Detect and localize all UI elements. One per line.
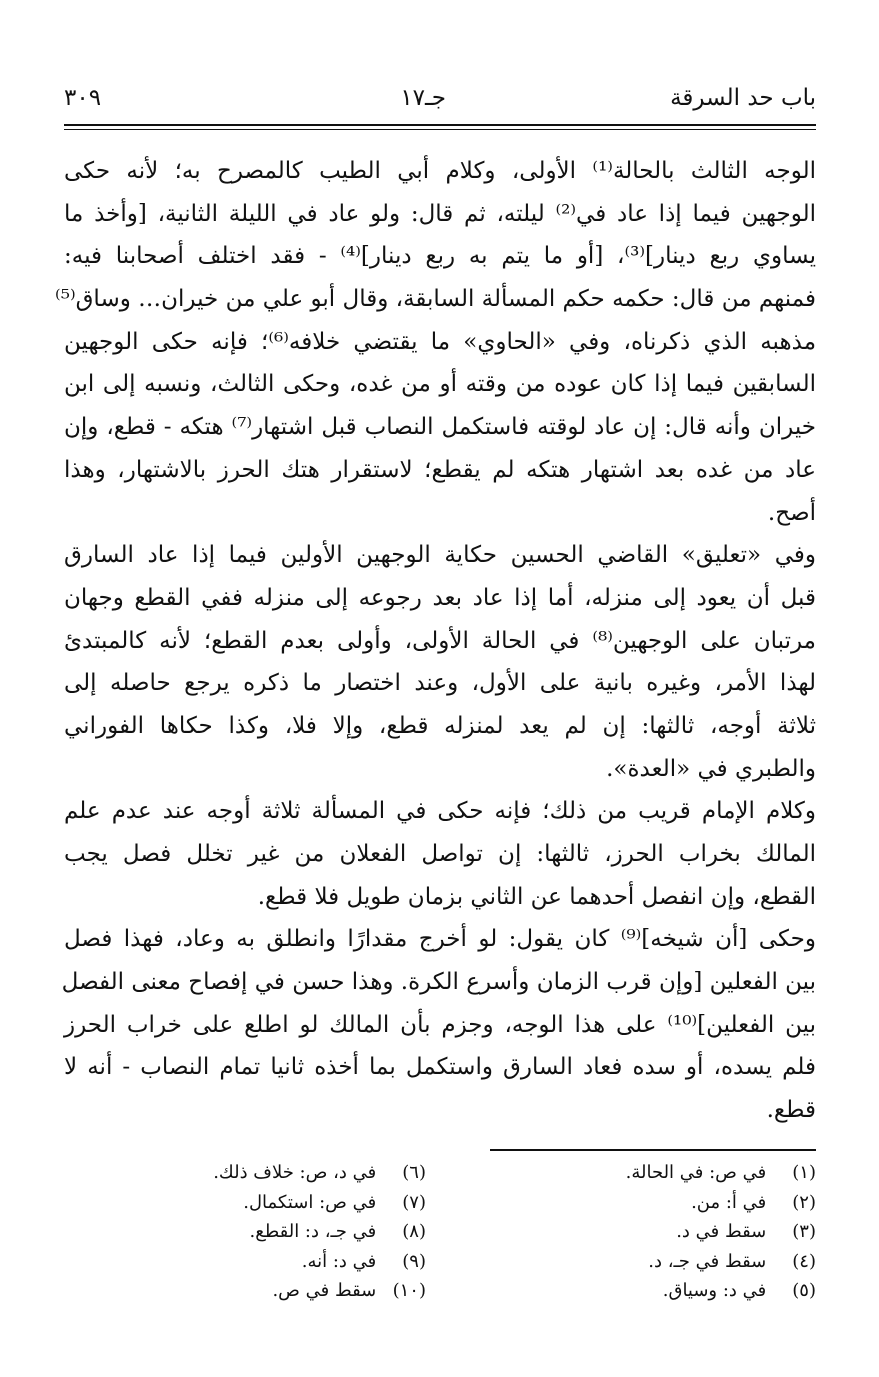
footnote xyxy=(440,1188,816,1218)
footnote-number: (٦) xyxy=(402,1162,426,1183)
footnote-text: في د: وسياق. xyxy=(662,1280,767,1301)
footnote-column-left xyxy=(50,1158,426,1306)
footnote-text: في ص: استكمال. xyxy=(243,1191,377,1213)
footnote-number: (٤) xyxy=(792,1250,816,1272)
footnote xyxy=(440,1276,816,1306)
footnote xyxy=(440,1158,816,1188)
footnote-number: (٨) xyxy=(402,1221,426,1242)
text-line: أصح. xyxy=(767,499,816,526)
text-line: قطع. xyxy=(766,1097,816,1124)
text-line: المالك بخراب الحرز، ثالثها: إن تواصل الفعلان من غير تخلل فصل يجب xyxy=(64,841,816,867)
text-line: قبل أن يعود إلى منزله، أما إذا عاد بعد رجوعه إلى منزله ففي القطع وجهان xyxy=(64,584,816,611)
text-line: وحكى [أن شيخه]⁽⁹⁾ كان يقول: لو أخرج مقدارًا وانطلق به وعاد، فهذا فصل xyxy=(64,926,816,953)
text-line: عاد من غده بعد اشتهار هتكه لم يقطع؛ لاستقرار هتك الحرز بالاشتهار، وهذا xyxy=(64,456,816,483)
text-line: لهذا الأمر، وغيره بانية على الأول، وعند اختصار ما ذكره يرجع حاصله إلى xyxy=(64,670,816,697)
footnote-text: في د: أنه. xyxy=(301,1250,377,1272)
footnote xyxy=(50,1217,426,1247)
footnote-number: (٢) xyxy=(792,1191,816,1213)
text-line: مذهبه الذي ذكرناه، وفي «الحاوي» ما يقتضي خلافه⁽⁶⁾؛ فإنه حكى الوجهين xyxy=(64,328,817,355)
footnote-number: (١) xyxy=(792,1162,816,1183)
footnote xyxy=(50,1276,426,1306)
page-number: ٣٠٩ xyxy=(64,85,102,111)
footnote-text: سقط في ص. xyxy=(272,1280,377,1301)
text-line: الوجهين فيما إذا عاد في⁽²⁾ ليلته، ثم قال: ولو عاد في الليلة الثانية، [وأخذ ما xyxy=(64,200,816,227)
footnote-number: (٣) xyxy=(792,1221,816,1242)
footnote xyxy=(50,1247,426,1277)
text-line: مرتبان على الوجهين⁽⁸⁾ في الحالة الأولى، وأولى بعدم القطع؛ لأنه كالمبتدئ xyxy=(64,627,816,654)
footnote-text: في جـ، د: القطع. xyxy=(249,1221,377,1242)
main-text xyxy=(55,150,817,1132)
text-line: وكلام الإمام قريب من ذلك؛ فإنه حكى في المسألة ثلاثة أوجه عند عدم علم xyxy=(64,798,816,825)
text-line: وفي «تعليق» القاضي الحسين حكاية الوجهين الأولين فيما إذا عاد السارق xyxy=(64,542,816,569)
footnote xyxy=(50,1188,426,1218)
footnote-text: في ص: في الحالة. xyxy=(625,1162,767,1183)
text-line: بين الفعلين [وإن قرب الزمان وأسرع الكرة. وهذا حسن في إفصاح معنى الفصل xyxy=(61,969,816,996)
text-line: بين الفعلين]⁽¹⁰⁾ على هذا الوجه، وجزم بأن المالك لو اطلع على خراب الحرز xyxy=(64,1011,816,1038)
footnote-column-right xyxy=(440,1158,816,1306)
footnote-separator xyxy=(490,1149,816,1151)
text-line: فمنهم من قال: حكمه حكم المسألة السابقة، وقال أبو علي من خيران… وساق⁽⁵⁾ xyxy=(55,286,816,313)
footnote-text: في د، ص: خلاف ذلك. xyxy=(213,1162,377,1183)
text-line: خيران وأنه قال: إن عاد لوقته فاستكمل النصاب قبل اشتهار⁽⁷⁾ هتكه - قطع، وإن xyxy=(64,414,816,441)
footnote xyxy=(50,1158,426,1188)
footnote-text: سقط في د. xyxy=(676,1221,767,1242)
running-header xyxy=(64,78,816,118)
text-line: السابقين فيما إذا كان عوده من وقته أو من غده، وحكى الثالث، ونسبه إلى ابن xyxy=(64,371,816,398)
text-line: يساوي ربع دينار]⁽³⁾، [أو ما يتم به ربع دينار]⁽⁴⁾ - فقد اختلف أصحابنا فيه: xyxy=(64,243,816,270)
footnote xyxy=(440,1247,816,1277)
footnote-text: سقط في جـ، د. xyxy=(648,1250,767,1272)
footnote-number: (١٠) xyxy=(392,1280,426,1301)
text-line: ثلاثة أوجه، ثالثها: إن لم يعد لمنزله قطع، وإلا فلا، وكذا حكاها الفوراني xyxy=(64,712,816,739)
text-line: والطبري في «العدة». xyxy=(606,755,816,782)
volume-label: جـ١٧ xyxy=(400,85,446,111)
header-rule-thin xyxy=(64,129,816,130)
footnote xyxy=(440,1217,816,1247)
footnote-number: (٧) xyxy=(402,1191,426,1213)
text-line: الوجه الثالث بالحالة⁽¹⁾ الأولى، وكلام أبي الطيب كالمصرح به؛ لأنه حكى xyxy=(64,158,816,184)
header-rule-thick xyxy=(64,124,816,126)
running-title: باب حد السرقة xyxy=(670,85,816,111)
text-line: فلم يسده، أو سده فعاد السارق واستكمل بما أخذه ثانيا تمام النصاب - أنه لا xyxy=(64,1054,816,1081)
footnote-number: (٩) xyxy=(402,1250,426,1272)
footnote-number: (٥) xyxy=(792,1280,816,1301)
text-line: القطع، وإن انفصل أحدهما عن الثاني بزمان طويل فلا قطع. xyxy=(257,883,816,910)
footnote-text: في أ: من. xyxy=(691,1191,767,1213)
